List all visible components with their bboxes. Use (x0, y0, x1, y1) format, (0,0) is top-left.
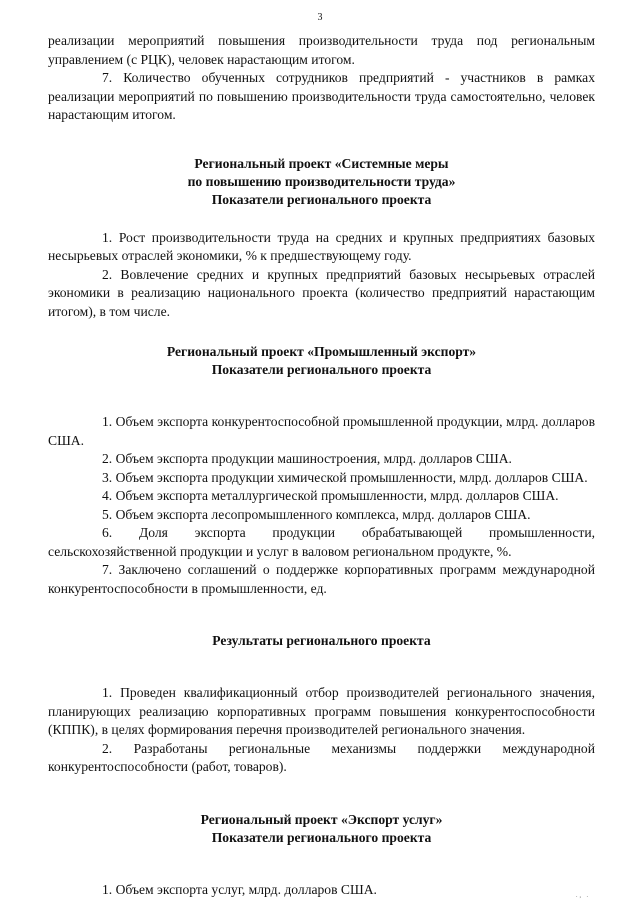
intro-paragraph-7: 7. Количество обученных сотрудников предприятий - участников в рамках реализации мероприятий по повышению производительности труда самостоятельно, человек нарастающим итогом. (48, 70, 595, 122)
section-subheading: Показатели регионального проекта (211, 191, 432, 207)
document-body (48, 32, 595, 899)
indicator-item: 6. Доля экспорта продукции обрабатывающей промышленности, сельскохозяйственной продукции и услуг в валовом региональном продукте, %. (48, 525, 595, 559)
indicator-item: 2. Вовлечение средних и крупных предприятий базовых несырьевых отраслей экономики в реализацию национального проекта (количество предприятий нарастающим итогом), в том числе. (48, 266, 595, 319)
indicator-item: 1. Объем экспорта конкурентоспособной промышленной продукции, млрд. долларов США. (48, 414, 595, 448)
indicator-item: 4. Объем экспорта металлургической промышленности, млрд. долларов США. (102, 488, 559, 503)
section-heading-line: по повышению производительности труда» (187, 173, 456, 189)
indicator-item: 2. Объем экспорта продукции машиностроения, млрд. долларов США. (102, 451, 512, 466)
indicator-item: 1. Объем экспорта услуг, млрд. долларов США. (102, 881, 377, 897)
section-industrial-export (48, 343, 595, 598)
result-item: 2. Разработаны региональные механизмы поддержки международной конкурентоспособности (работ, товаров). (48, 740, 595, 774)
indicator-item: 5. Объем экспорта лесопромышленного комплекса, млрд. долларов США. (102, 506, 531, 522)
section-heading-line: Региональный проект «Экспорт услуг» (200, 811, 443, 827)
section-heading-line: Региональный проект «Промышленный экспорт» (166, 344, 477, 359)
section-systemic-measures (48, 155, 595, 322)
page-number: 3 (317, 12, 323, 23)
section-heading-line: Результаты регионального проекта (212, 633, 431, 648)
indicator-item: 7. Заключено соглашений о поддержке корпоративных программ международной конкурентоспособности в промышленности, ед. (48, 562, 595, 596)
indicator-item: 3. Объем экспорта продукции химической промышленности, млрд. долларов США. (102, 469, 588, 485)
section-heading-line: Региональный проект «Системные меры (194, 155, 449, 171)
section-subheading: Показатели регионального проекта (211, 829, 432, 845)
section-subheading: Показатели регионального проекта (211, 362, 432, 377)
section-services-export (48, 811, 595, 900)
intro-paragraph-continuation: реализации мероприятий повышения производительности труда под региональным управлением (с РЦК), человек нарастающим итогом. (48, 33, 595, 67)
corner-mark: ., . (576, 893, 590, 899)
result-item: 1. Проведен квалификационный отбор производителей регионального значения, планирующих реализацию корпоративных программ повышения конкурентоспособности (КППК), в целях формирования перечня производителей регионального значения. (48, 685, 595, 737)
section-results (48, 632, 595, 777)
indicator-item: 1. Рост производительности труда на средних и крупных предприятиях базовых несырьевых отраслей экономики, % к предшествующему году. (48, 229, 595, 263)
